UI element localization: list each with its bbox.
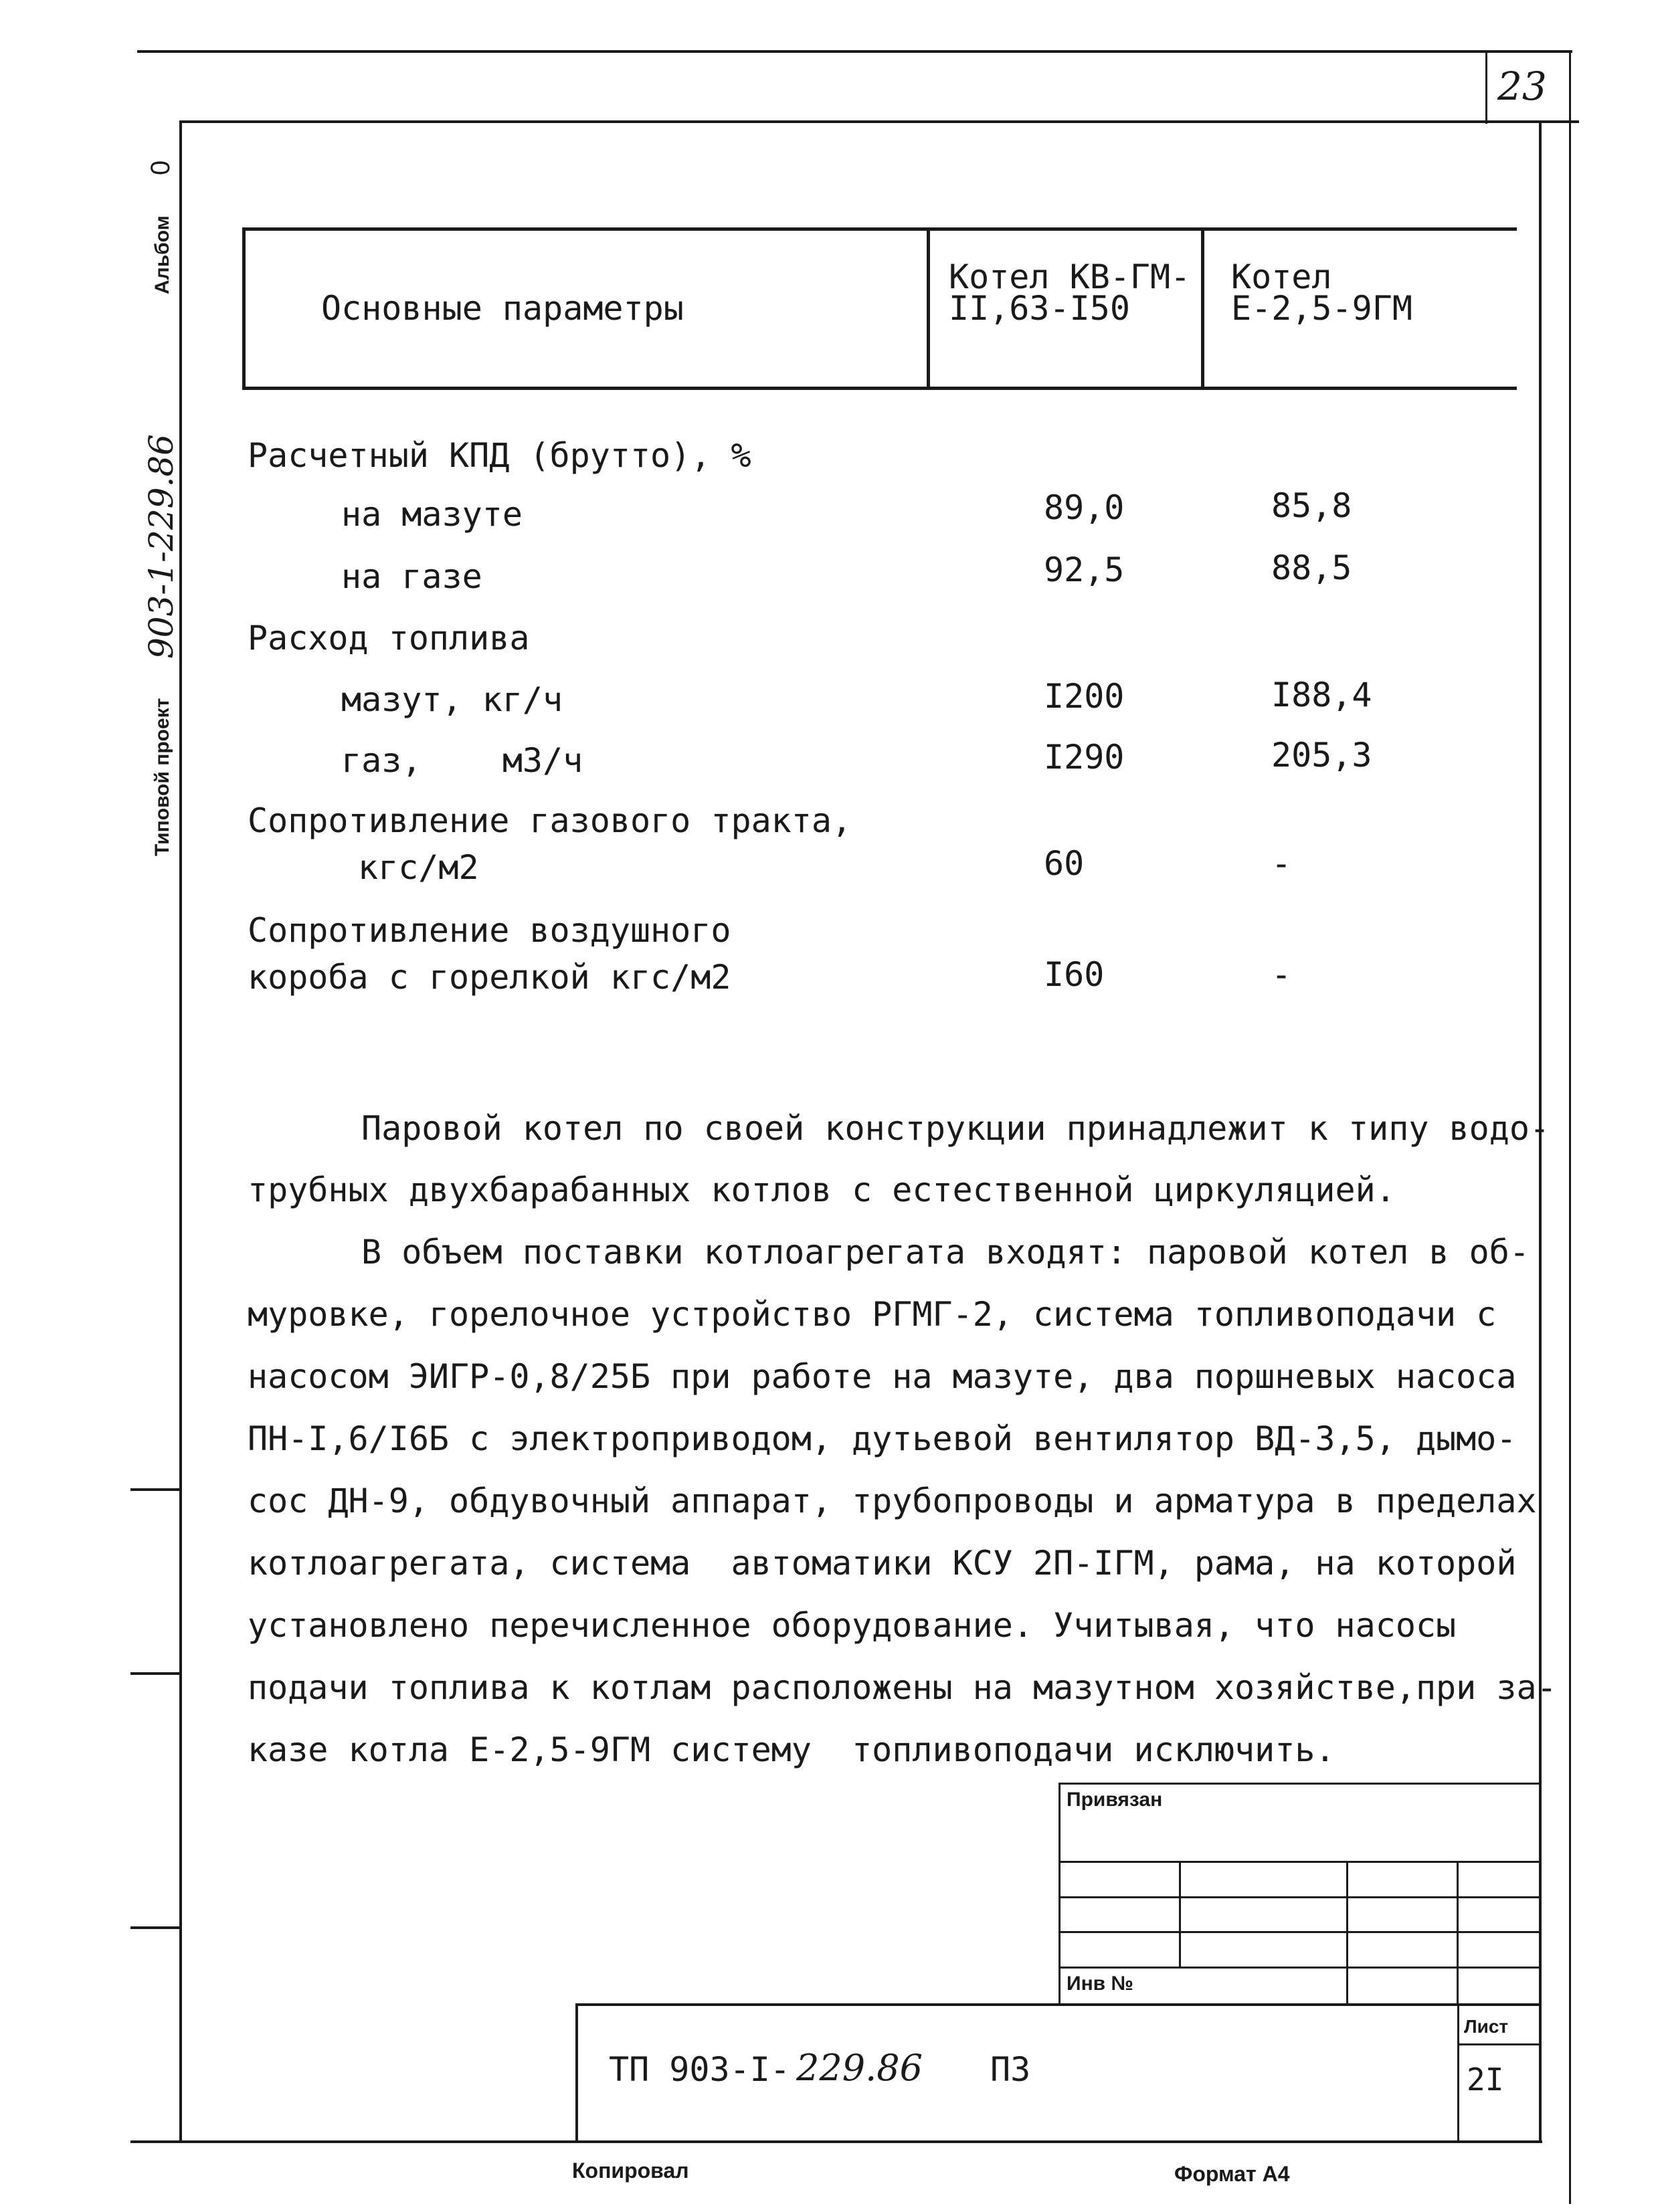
album-number: 0 (146, 160, 175, 175)
row-label: Расход топлива (248, 619, 530, 658)
body-line: трубных двухбарабанных котлов с естественной циркуляцией. (248, 1171, 1396, 1209)
table-header-top (242, 227, 1517, 231)
row-value-boiler2: 88,5 (1271, 548, 1352, 587)
right-outer-line (1569, 50, 1571, 2204)
title-block (575, 2003, 1540, 2142)
row-value-boiler1: 89,0 (1044, 488, 1125, 527)
margin-tick-3 (130, 1926, 181, 1929)
row-value-boiler1: 92,5 (1044, 550, 1125, 589)
row-label: короба с горелкой кгс/м2 (248, 958, 731, 997)
row-label: Сопротивление воздушного (248, 911, 731, 950)
stamp-inv-label: Инв № (1067, 1973, 1133, 1995)
body-line: В объем поставки котлоагрегата входят: паровой котел в об- (361, 1233, 1530, 1272)
page-number: 23 (1497, 64, 1547, 109)
row-label: кгс/м2 (358, 848, 479, 887)
frame-top (181, 120, 1579, 123)
body-line: казе котла Е-2,5-9ГМ систему топливоподачи исключить. (248, 1730, 1335, 1769)
body-line: Паровой котел по своей конструкции принадлежит к типу водо- (361, 1109, 1550, 1148)
sheet-number: 2I (1467, 2062, 1504, 2098)
stamp-attached-label: Привязан (1067, 1789, 1163, 1811)
top-edge-line (137, 50, 1572, 53)
frame-left (179, 120, 182, 2140)
doc-code-handwritten: 229.86 (796, 2047, 923, 2089)
row-label: газ, м3/ч (341, 741, 583, 780)
row-label: Расчетный КПД (брутто), % (248, 436, 751, 475)
row-value-boiler1: I290 (1044, 738, 1125, 777)
header-boiler2-line2: Е-2,5-9ГМ (1231, 289, 1412, 328)
body-line: установлено перечисленное оборудование. Учитывая, что насосы (248, 1606, 1457, 1645)
row-label: мазут, кг/ч (341, 680, 563, 719)
margin-tick-1 (130, 1488, 181, 1491)
row-label: на газе (341, 557, 482, 596)
project-code: 903-1-229.86 (142, 434, 181, 659)
body-line: ПН-I,6/I6Б с электроприводом, дутьевой вентилятор ВД-3,5, дымо- (248, 1419, 1517, 1458)
row-value-boiler1: 60 (1044, 844, 1085, 883)
page-number-box-left (1485, 50, 1487, 124)
margin-tick-2 (130, 1672, 181, 1675)
body-line: котлоагрегата, система автоматики КСУ 2П-IГМ, рама, на которой (248, 1544, 1517, 1583)
album-label: Альбом (151, 215, 173, 294)
table-header-bottom (242, 387, 1517, 390)
sheet-label: Лист (1464, 2016, 1509, 2037)
row-label: на мазуте (341, 495, 523, 534)
table-header-left (242, 227, 246, 390)
doc-type: ПЗ (990, 2050, 1031, 2089)
row-value-boiler2: - (1271, 955, 1292, 994)
row-value-boiler2: - (1271, 844, 1292, 883)
header-boiler2-line1: Котел (1231, 258, 1332, 296)
copied-label: Копировал (572, 2158, 689, 2183)
body-line: насосом ЭИГР-0,8/25Б при работе на мазуте, два поршневых насоса (248, 1357, 1517, 1396)
row-value-boiler2: 85,8 (1271, 486, 1352, 525)
format-label: Формат А4 (1174, 2162, 1290, 2186)
table-header-div2 (1201, 227, 1204, 390)
project-label: Типовой проект (151, 698, 173, 856)
header-parameters: Основные параметры (321, 289, 684, 328)
doc-code-prefix: ТП 903-I- (609, 2050, 790, 2089)
row-value-boiler2: 205,3 (1271, 736, 1372, 775)
header-boiler1-line2: II,63-I50 (949, 289, 1130, 328)
body-line: муровке, горелочное устройство РГМГ-2, система топливоподачи с (248, 1295, 1497, 1334)
table-header-div1 (927, 227, 930, 390)
body-line: сос ДН-9, обдувочный аппарат, трубопроводы и арматура в пределах (248, 1482, 1537, 1520)
row-value-boiler1: I200 (1044, 677, 1125, 716)
row-label: Сопротивление газового тракта, (248, 801, 852, 840)
row-value-boiler2: I88,4 (1271, 676, 1372, 714)
body-line: подачи топлива к котлам расположены на мазутном хозяйстве,при за- (248, 1668, 1557, 1707)
row-value-boiler1: I60 (1044, 955, 1105, 994)
header-boiler1-line1: Котел КВ-ГМ- (949, 258, 1191, 296)
attachment-stamp (1058, 1783, 1540, 2003)
